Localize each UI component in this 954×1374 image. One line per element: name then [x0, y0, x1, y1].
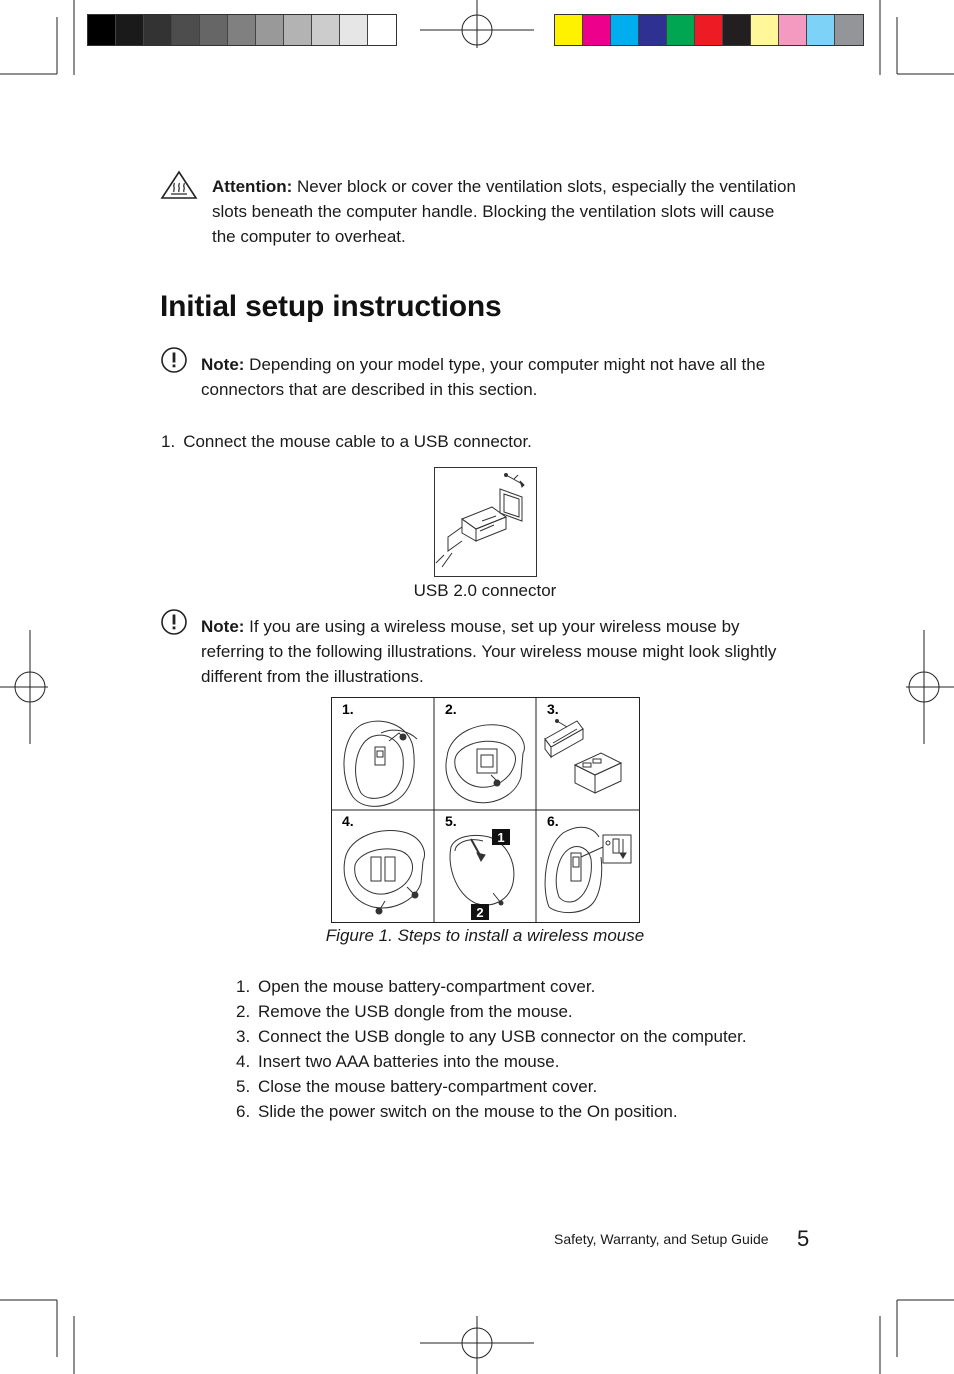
gray-swatch — [368, 15, 396, 45]
color-swatch — [555, 15, 583, 45]
exclamation-circle-icon — [160, 346, 188, 374]
attention-label: Attention: — [212, 177, 293, 196]
color-swatch — [695, 15, 723, 45]
gray-swatch — [312, 15, 340, 45]
panel-label-4: 4. — [342, 813, 354, 829]
exclamation-circle-icon — [160, 608, 188, 636]
list-item-number: 5. — [236, 1077, 251, 1096]
color-swatch-bar — [554, 14, 864, 46]
note-text: Depending on your model type, your computer might not have all the connectors that are described in this section. — [201, 355, 766, 399]
gray-swatch — [88, 15, 116, 45]
panel-label-6: 6. — [547, 813, 559, 829]
gray-swatch — [116, 15, 144, 45]
hot-surface-warning-icon — [160, 170, 198, 200]
list-item-number: 6. — [236, 1102, 251, 1121]
list-item-number: 3. — [236, 1027, 251, 1046]
panel-2-remove-dongle-illustration — [446, 725, 524, 803]
list-item-text: Slide the power switch on the mouse to the On position. — [258, 1102, 678, 1121]
panel-label-5: 5. — [445, 813, 457, 829]
panel-3-dongle-illustration — [545, 720, 621, 794]
gray-swatch — [172, 15, 200, 45]
usb-caption: USB 2.0 connector — [413, 581, 557, 600]
note-paragraph-1 — [201, 352, 801, 402]
panel-1-open-cover-illustration — [344, 721, 417, 806]
color-swatch — [807, 15, 835, 45]
gray-swatch — [144, 15, 172, 45]
list-item — [236, 1024, 747, 1049]
section-title: Initial setup instructions — [160, 290, 502, 323]
list-item — [236, 1074, 747, 1099]
wireless-setup-steps-list — [236, 974, 747, 1124]
step-number: 1. — [161, 432, 176, 451]
color-swatch — [751, 15, 779, 45]
list-item-number: 1. — [236, 977, 251, 996]
panel-6-power-switch-illustration — [545, 827, 631, 912]
footer-guide-title: Safety, Warranty, and Setup Guide — [554, 1231, 769, 1247]
panel-label-3: 3. — [547, 701, 559, 717]
list-item-number: 4. — [236, 1052, 251, 1071]
badge-step-1: 1 — [497, 830, 505, 845]
color-swatch — [583, 15, 611, 45]
list-item-number: 2. — [236, 1002, 251, 1021]
usb-connector-illustration — [434, 467, 537, 577]
gray-swatch-bar — [87, 14, 397, 46]
gray-swatch — [284, 15, 312, 45]
list-item-text: Open the mouse battery-compartment cover. — [258, 977, 596, 996]
list-item — [236, 1099, 747, 1124]
panel-label-2: 2. — [445, 701, 457, 717]
color-swatch — [667, 15, 695, 45]
step-text: Connect the mouse cable to a USB connector. — [183, 432, 532, 451]
color-swatch — [835, 15, 863, 45]
gray-swatch — [256, 15, 284, 45]
color-swatch — [639, 15, 667, 45]
list-item-text: Remove the USB dongle from the mouse. — [258, 1002, 573, 1021]
page-number: 5 — [797, 1226, 810, 1251]
list-item-text: Insert two AAA batteries into the mouse. — [258, 1052, 560, 1071]
setup-step-1 — [161, 432, 532, 452]
list-item-text: Connect the USB dongle to any USB connector on the computer. — [258, 1027, 747, 1046]
panel-label-1: 1. — [342, 701, 354, 717]
list-item — [236, 974, 747, 999]
panel-4-insert-batteries-illustration — [344, 831, 424, 914]
color-swatch — [611, 15, 639, 45]
note-text: If you are using a wireless mouse, set up your wireless mouse by referring to the following illustrations. Your wireless mouse might look slightly different from the illustrations. — [201, 617, 777, 686]
attention-paragraph — [212, 174, 802, 249]
gray-swatch — [340, 15, 368, 45]
note-paragraph-2 — [201, 614, 801, 689]
wireless-mouse-steps-figure — [331, 697, 640, 923]
panel-5-close-cover-illustration — [450, 835, 514, 905]
list-item — [236, 1049, 747, 1074]
color-swatch — [779, 15, 807, 45]
attention-text: Never block or cover the ventilation slots, especially the ventilation slots beneath the computer handle. Blocking the ventilation slots will cause the computer to overheat. — [212, 177, 796, 246]
list-item-text: Close the mouse battery-compartment cover. — [258, 1077, 598, 1096]
badge-step-2: 2 — [476, 905, 484, 920]
figure-caption: Figure 1. Steps to install a wireless mouse — [325, 926, 645, 945]
note-label: Note: — [201, 355, 245, 374]
note-label: Note: — [201, 617, 245, 636]
gray-swatch — [200, 15, 228, 45]
list-item — [236, 999, 747, 1024]
gray-swatch — [228, 15, 256, 45]
color-swatch — [723, 15, 751, 45]
